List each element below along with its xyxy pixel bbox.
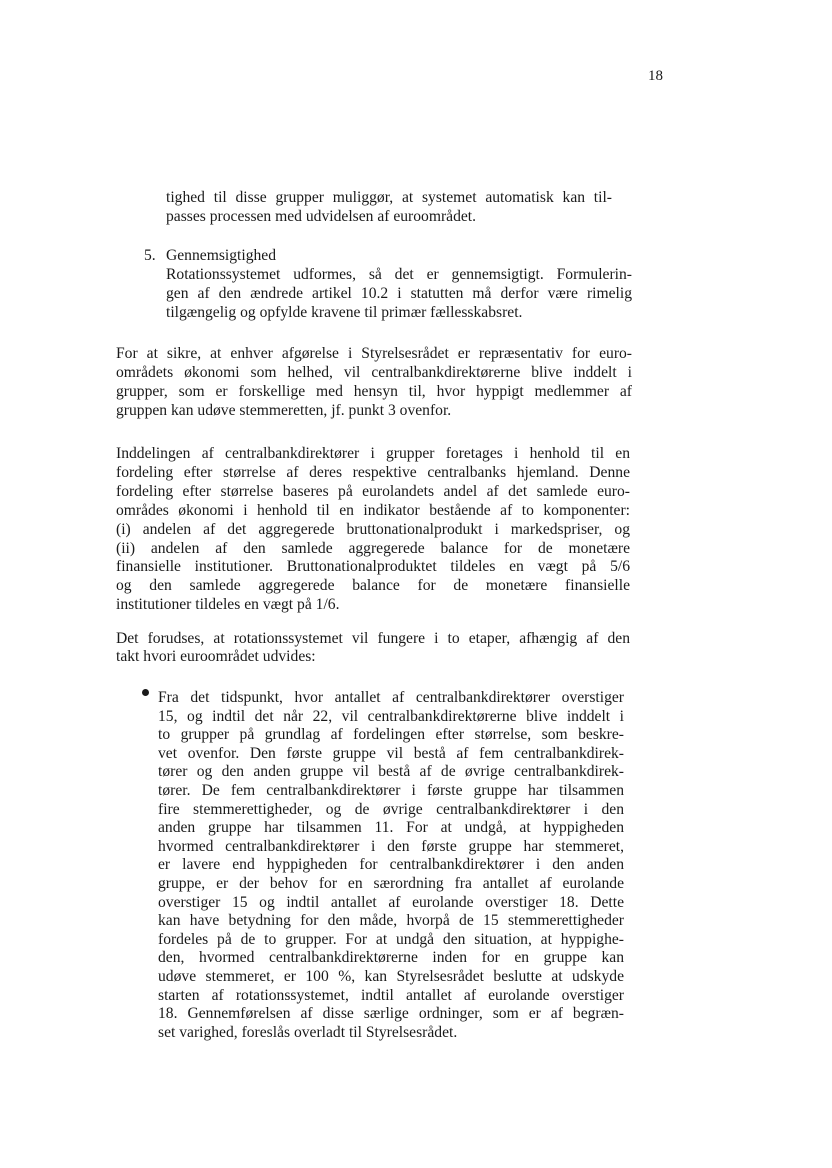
bullet-line: starten af rotationssystemet, indtil antallet af eurolande overstiger (158, 986, 624, 1004)
paragraph-line: områdets økonomi som helhed, vil centralbankdirektørerne blive inddelt i (116, 364, 632, 381)
item-line: tilgængelig og opfylde kravene til primær fællesskabsret. (166, 304, 523, 321)
bullet-line: Fra det tidspunkt, hvor antallet af centralbankdirektører overstiger (158, 689, 624, 706)
continuation-line: passes processen med udvidelsen af euroområdet. (166, 208, 477, 225)
paragraph-line: områdes økonomi i henhold til en indikator bestående af to komponenter: (116, 501, 630, 519)
list-number: 5. (144, 247, 156, 264)
bullet-marker (142, 689, 149, 696)
bullet-line: den, hvormed centralbankdirektørerne inden for en gruppe kan (158, 949, 624, 967)
paragraph-line: Det forudses, at rotationssystemet vil fungere i to etaper, afhængig af den (116, 630, 630, 647)
bullet-line: tører. De fem centralbankdirektører i første gruppe har tilsammen (158, 782, 624, 799)
paragraph-line: (ii) andelen af den samlede aggregerede balance for de monetære (116, 539, 630, 557)
paragraph-line: fordeling efter størrelse baseres på eurolandets andel af det samlede euro- (116, 482, 630, 500)
bullet-line: 18. Gennemførelsen af disse særlige ordninger, som er af begræn- (158, 1005, 624, 1023)
bullet-line: set varighed, foreslås overladt til Styrelsesrådet. (158, 1023, 458, 1041)
paragraph-line: og den samlede aggregerede balance for de monetære finansielle (116, 577, 630, 595)
paragraph-line: For at sikre, at enhver afgørelse i Styrelsesrådet er repræsentativ for euro- (116, 345, 632, 362)
paragraph-line: (i) andelen af det aggregerede bruttonationalprodukt i markedspriser, og (116, 520, 630, 538)
bullet-line: gruppe, er der behov for en særordning fra antallet af eurolande (158, 875, 624, 892)
bullet-line: hvormed centralbankdirektører i den første gruppe har stemmeret, (158, 837, 624, 855)
paragraph-line: gruppen kan udøve stemmeretten, jf. punkt 3 ovenfor. (116, 402, 452, 419)
continuation-line: tighed til disse grupper muliggør, at systemet automatisk kan til- (166, 189, 612, 206)
paragraph-line: grupper, som er forskellige med hensyn til, hvor hyppigt medlemmer af (116, 383, 632, 400)
paragraph-line: Inddelingen af centralbankdirektører i grupper foretages i henhold til en (116, 445, 630, 462)
bullet-line: vet ovenfor. Den første gruppe vil bestå af fem centralbankdirek- (158, 744, 624, 762)
item-heading: Gennemsigtighed (166, 247, 277, 264)
bullet-line: to grupper på grundlag af fordelingen efter størrelse, som beskre- (158, 726, 624, 744)
bullet-line: tører og den anden gruppe vil bestå af de øvrige centralbankdirek- (158, 763, 624, 781)
paragraph-line: fordeling efter størrelse af deres respektive centralbanks hjemland. Denne (116, 463, 630, 481)
item-line: Rotationssystemet udformes, så det er gennemsigtigt. Formulerin- (166, 266, 632, 283)
item-line: gen af den ændrede artikel 10.2 i statutten må derfor være rimelig (166, 285, 632, 302)
bullet-line: fordeles på de to grupper. For at undgå den situation, at hyppighe- (158, 930, 624, 948)
paragraph-line: institutioner tildeles en vægt på 1/6. (116, 596, 340, 614)
bullet-line: overstiger 15 og indtil antallet af eurolande overstiger 18. Dette (158, 893, 624, 911)
paragraph-line: finansielle institutioner. Bruttonationalproduktet tildeles en vægt på 5/6 (116, 558, 630, 576)
bullet-line: 15, og indtil det når 22, vil centralbankdirektørerne blive inddelt i (158, 707, 624, 725)
bullet-line: fire stemmerettigheder, og de øvrige centralbankdirektører i den (158, 800, 624, 818)
bullet-line: anden gruppe har tilsammen 11. For at undgå, at hyppigheden (158, 819, 624, 837)
bullet-line: udøve stemmeret, er 100 %, kan Styrelsesrådet beslutte at udskyde (158, 968, 624, 985)
paragraph-line: takt hvori euroområdet udvides: (116, 648, 316, 665)
bullet-line: kan have betydning for den måde, hvorpå de 15 stemmerettigheder (158, 912, 624, 930)
bullet-line: er lavere end hyppigheden for centralbankdirektører i den anden (158, 856, 624, 874)
page-number: 18 (648, 68, 663, 84)
